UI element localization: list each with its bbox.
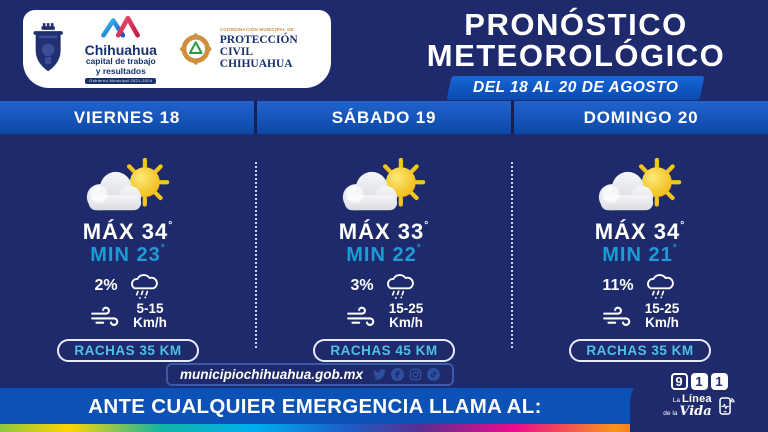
max-temperature: MÁX 34°	[82, 218, 174, 244]
website-box	[166, 363, 454, 386]
wind-range: 15-25	[388, 300, 424, 316]
day-header-viernes: VIERNES 18	[73, 107, 181, 127]
wind-unit: Km/h	[389, 315, 423, 331]
chihuahua-logo-name: Chihuahua	[84, 41, 157, 58]
911-digits	[671, 373, 728, 390]
phone-icon	[717, 395, 735, 417]
wind-unit: Km/h	[133, 315, 167, 331]
forecast-column-sabado	[256, 134, 512, 362]
min-temperature: MIN 21°	[602, 243, 678, 266]
gusts-badge: RACHAS 45 KM	[313, 339, 454, 362]
proteccion-civil-logo	[178, 28, 321, 70]
rain-cloud-icon	[642, 272, 678, 300]
gobierno-municipal-banner: Gobierno Municipal 2021-2024	[85, 78, 156, 84]
tagline-vida: Vida	[679, 404, 712, 419]
proteccion-civil-emblem-icon	[178, 29, 214, 69]
degree-symbol: °	[424, 220, 430, 232]
min-temperature: MIN 23°	[90, 243, 166, 266]
degree-symbol: °	[672, 243, 678, 255]
partly-cloudy-icon	[326, 156, 442, 218]
degree-symbol: °	[680, 220, 686, 232]
proteccion-civil-line3: CHIHUAHUA	[219, 57, 293, 70]
header-title-block	[384, 9, 768, 100]
digit-9: 9	[671, 373, 688, 390]
date-range-text: DEL 18 AL 20 DE AGOSTO	[473, 79, 679, 96]
proteccion-civil-line2: PROTECCIÓN CIVIL	[219, 33, 298, 58]
tagline-la: La	[672, 397, 680, 404]
forecast-columns	[0, 134, 768, 362]
tiktok-icon	[427, 368, 440, 381]
rain-probability: 3%	[350, 276, 374, 294]
website-url: municipiochihuahua.gob.mx	[179, 367, 363, 382]
gusts-badge: RACHAS 35 KM	[57, 339, 198, 362]
logo-card	[23, 10, 331, 88]
forecast-column-viernes	[0, 134, 256, 362]
page-title-line2: METEOROLÓGICO	[426, 38, 726, 73]
day-header-domingo: DOMINGO 20	[511, 101, 768, 134]
degree-symbol: °	[160, 243, 166, 255]
column-divider	[511, 162, 513, 348]
rain-probability-row	[350, 272, 417, 300]
website-row	[0, 363, 620, 386]
emergency-text: ANTE CUALQUIER EMERGENCIA LLAMA AL:	[88, 395, 542, 418]
social-icons	[373, 368, 440, 381]
chihuahua-logo	[75, 14, 166, 85]
rain-probability: 11%	[602, 276, 634, 294]
badge-911	[630, 366, 768, 432]
wind-range: 5-15	[136, 300, 164, 316]
wind-row	[89, 302, 167, 331]
rain-cloud-icon	[126, 272, 162, 300]
tagline-linea: Línea	[681, 393, 712, 405]
wind-icon	[89, 306, 124, 327]
wind-row	[345, 302, 424, 331]
wind-row	[601, 302, 680, 331]
chihuahua-logo-tagline1: capital de trabajo	[85, 55, 156, 66]
wind-icon	[345, 306, 380, 327]
wind-range: 15-25	[644, 300, 680, 316]
day-header-sabado: SÁBADO 19	[254, 101, 511, 134]
rain-cloud-icon	[382, 272, 418, 300]
rain-probability-row	[94, 272, 161, 300]
column-divider	[255, 162, 257, 348]
chihuahua-logo-tagline2: y resultados	[95, 65, 146, 76]
digit-1: 1	[691, 373, 708, 390]
wind-unit: Km/h	[645, 315, 679, 331]
instagram-icon	[409, 368, 422, 381]
coat-of-arms-icon	[33, 20, 63, 78]
gusts-badge: RACHAS 35 KM	[569, 339, 710, 362]
digit-1: 1	[711, 373, 728, 390]
forecast-column-domingo	[512, 134, 768, 362]
twitter-icon	[373, 368, 386, 381]
linea-de-la-vida-tagline	[663, 394, 734, 418]
partly-cloudy-icon	[582, 156, 698, 218]
day-header-bar	[0, 101, 768, 134]
wind-icon	[601, 306, 636, 327]
tagline-de-la: de la	[663, 410, 678, 417]
min-temperature: MIN 22°	[346, 243, 422, 266]
facebook-icon	[391, 368, 404, 381]
degree-symbol: °	[168, 220, 174, 232]
max-temperature: MÁX 33°	[338, 218, 430, 244]
date-range-banner	[447, 76, 705, 100]
partly-cloudy-icon	[70, 156, 186, 218]
chihuahua-mountains-icon	[98, 14, 144, 38]
proteccion-civil-line1: COORDINACIÓN MUNICIPAL DE	[219, 27, 294, 33]
max-temperature: MÁX 34°	[594, 218, 686, 244]
rain-probability-row	[602, 272, 677, 300]
rain-probability: 2%	[94, 276, 118, 294]
page-title-line1: PRONÓSTICO	[464, 7, 688, 42]
degree-symbol: °	[416, 243, 422, 255]
